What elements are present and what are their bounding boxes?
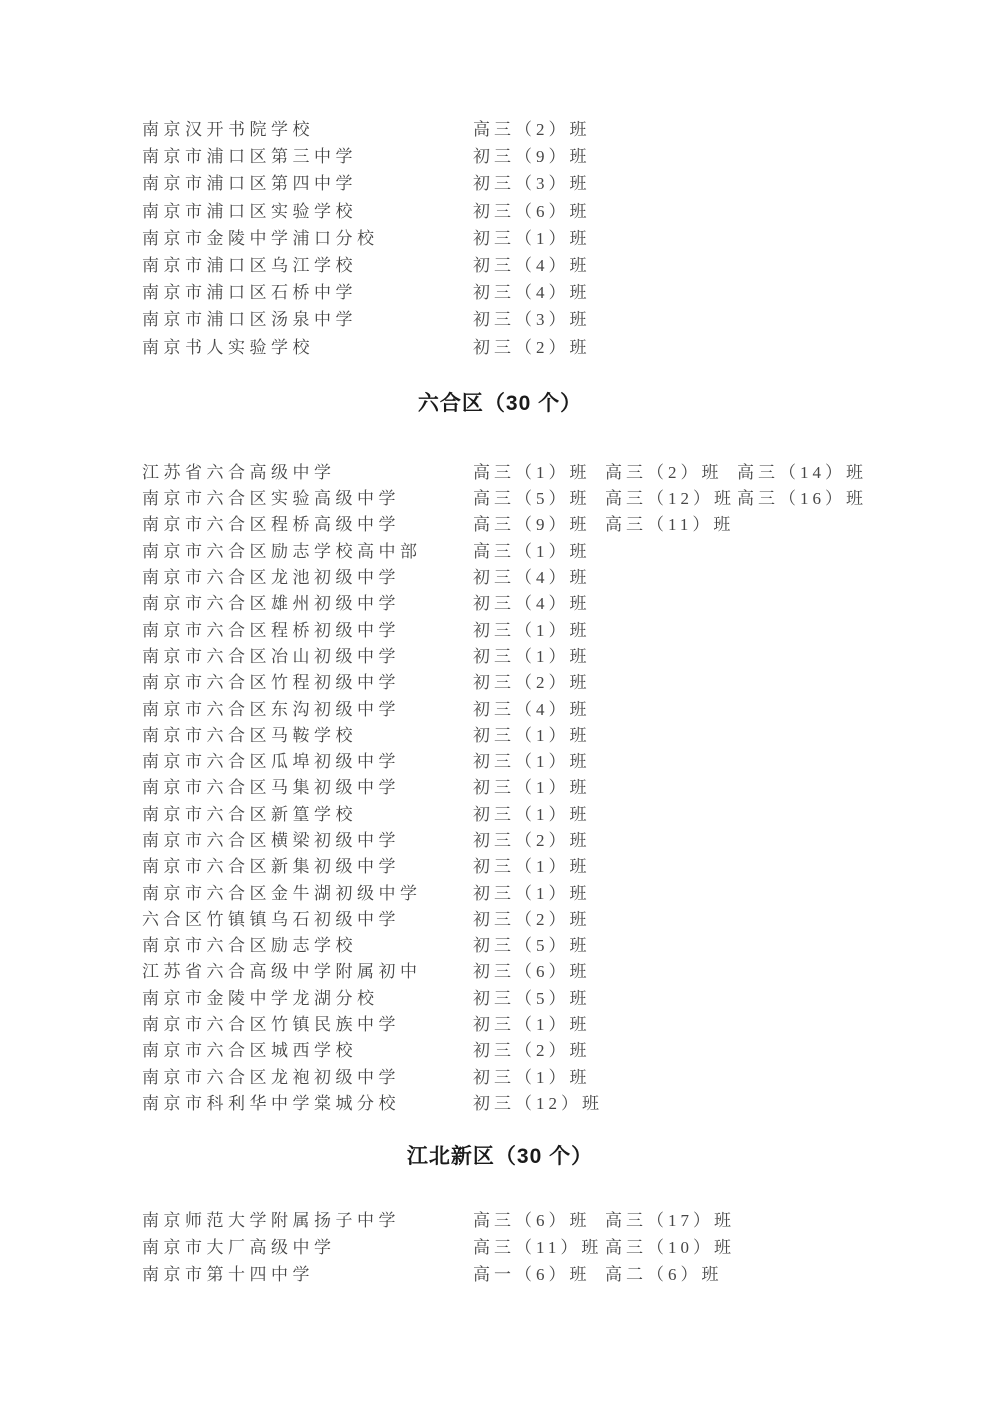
class-label: 初三（1）班	[473, 857, 591, 877]
school-name: 南京市六合区实验高级中学	[142, 489, 400, 509]
school-name: 六合区竹镇镇乌石初级中学	[142, 909, 400, 929]
section-heading: 六合区（30 个）	[417, 391, 583, 415]
table-row	[0, 486, 1000, 512]
table-row	[0, 334, 1000, 361]
class-label: 初三（1）班	[473, 646, 591, 666]
table-row	[0, 512, 1000, 538]
class-label: 初三（2）班	[473, 1041, 591, 1061]
table-row	[0, 170, 1000, 197]
table-row	[0, 460, 1000, 486]
section-heading: 江北新区（30 个）	[406, 1145, 594, 1169]
table-row	[0, 644, 1000, 670]
table-row	[0, 959, 1000, 985]
school-name: 南京市六合区城西学校	[142, 1041, 357, 1061]
school-name: 南京市六合区龙袍初级中学	[142, 1067, 400, 1087]
table-row	[0, 1091, 1000, 1117]
school-name: 南京市浦口区第三中学	[142, 147, 357, 167]
table-row	[0, 1234, 1000, 1261]
table-row	[0, 907, 1000, 933]
class-label: 初三（1）班	[473, 725, 591, 745]
school-name: 南京市浦口区实验学校	[142, 201, 357, 221]
class-label: 高二（6）班	[605, 1265, 723, 1285]
table-row	[0, 1065, 1000, 1091]
school-name: 南京市六合区程桥初级中学	[142, 620, 400, 640]
class-label: 初三（4）班	[473, 256, 591, 276]
class-label: 初三（2）班	[473, 673, 591, 693]
class-label: 初三（4）班	[473, 283, 591, 303]
school-name: 南京市浦口区汤泉中学	[142, 310, 357, 330]
school-name: 南京市六合区新集初级中学	[142, 857, 400, 877]
school-name: 南京市浦口区乌江学校	[142, 256, 357, 276]
school-name: 南京市六合区马鞍学校	[142, 725, 357, 745]
class-label: 初三（4）班	[473, 594, 591, 614]
class-label: 初三（5）班	[473, 936, 591, 956]
table-row	[0, 1012, 1000, 1038]
table-row	[0, 723, 1000, 749]
school-name: 南京市浦口区石桥中学	[142, 283, 357, 303]
class-label: 初三（4）班	[473, 699, 591, 719]
school-name: 南京市六合区东沟初级中学	[142, 699, 400, 719]
school-name: 南京市金陵中学浦口分校	[142, 228, 379, 248]
school-name: 南京市六合区马集初级中学	[142, 778, 400, 798]
school-name: 南京汉开书院学校	[142, 120, 314, 139]
school-name: 南京市六合区金牛湖初级中学	[142, 883, 422, 903]
table-row	[0, 565, 1000, 591]
school-name: 南京市六合区新篁学校	[142, 804, 357, 824]
section-rows	[0, 116, 1000, 361]
table-row	[0, 143, 1000, 170]
class-label: 初三（1）班	[473, 1067, 591, 1087]
table-row	[0, 775, 1000, 801]
school-name: 南京市六合区龙池初级中学	[142, 568, 400, 588]
class-label: 高三（11）班	[605, 515, 735, 535]
class-label: 初三（6）班	[473, 962, 591, 982]
table-row	[0, 618, 1000, 644]
school-name: 南京市六合区冶山初级中学	[142, 646, 400, 666]
school-name: 南京书人实验学校	[142, 337, 314, 357]
class-label: 初三（1）班	[473, 1015, 591, 1035]
class-label: 初三（1）班	[473, 883, 591, 903]
table-row	[0, 828, 1000, 854]
class-label: 高三（16）班	[737, 489, 867, 509]
class-label: 高三（2）班	[473, 120, 591, 139]
class-label: 初三（2）班	[473, 909, 591, 929]
class-label: 高三（17）班	[605, 1211, 735, 1231]
table-row	[0, 252, 1000, 279]
table-row	[0, 306, 1000, 333]
table-row	[0, 986, 1000, 1012]
table-row	[0, 591, 1000, 617]
class-label: 初三（1）班	[473, 778, 591, 798]
school-name: 南京市六合区雄州初级中学	[142, 594, 400, 614]
table-row	[0, 933, 1000, 959]
class-label: 高三（10）班	[605, 1238, 735, 1258]
school-name: 南京市浦口区第四中学	[142, 174, 357, 194]
class-label: 高三（6）班	[473, 1211, 591, 1231]
class-label: 高三（11）班	[473, 1238, 603, 1258]
table-row	[0, 881, 1000, 907]
school-name: 江苏省六合高级中学	[142, 462, 336, 482]
class-label: 初三（9）班	[473, 147, 591, 167]
class-label: 初三（2）班	[473, 830, 591, 850]
table-row	[0, 116, 1000, 143]
school-name: 南京市六合区瓜埠初级中学	[142, 752, 400, 772]
school-name: 南京市大厂高级中学	[142, 1238, 336, 1258]
table-row	[0, 279, 1000, 306]
class-label: 高三（14）班	[737, 462, 867, 482]
class-label: 初三（1）班	[473, 228, 591, 248]
school-name: 南京市六合区程桥高级中学	[142, 515, 400, 535]
class-label: 高三（9）班	[473, 515, 591, 535]
table-row	[0, 802, 1000, 828]
class-label: 高三（1）班	[473, 462, 591, 482]
school-name: 南京市六合区竹程初级中学	[142, 673, 400, 693]
school-name: 南京市金陵中学龙湖分校	[142, 988, 379, 1008]
class-label: 初三（2）班	[473, 337, 591, 357]
table-row	[0, 749, 1000, 775]
table-row	[0, 539, 1000, 565]
school-name: 南京市第十四中学	[142, 1265, 314, 1285]
table-row	[0, 225, 1000, 252]
class-label: 初三（1）班	[473, 804, 591, 824]
school-name: 南京市科利华中学棠城分校	[142, 1093, 400, 1113]
class-label: 初三（4）班	[473, 568, 591, 588]
section-rows	[0, 460, 1000, 1117]
school-name: 南京师范大学附属扬子中学	[142, 1211, 400, 1231]
table-row	[0, 198, 1000, 225]
school-name: 南京市六合区竹镇民族中学	[142, 1015, 400, 1035]
class-label: 初三（3）班	[473, 310, 591, 330]
class-label: 高三（12）班	[605, 489, 735, 509]
school-name: 江苏省六合高级中学附属初中	[142, 962, 422, 982]
class-label: 初三（5）班	[473, 988, 591, 1008]
class-label: 初三（3）班	[473, 174, 591, 194]
class-label: 初三（12）班	[473, 1093, 603, 1113]
school-name: 南京市六合区励志学校高中部	[142, 541, 422, 561]
class-label: 初三（6）班	[473, 201, 591, 221]
table-row	[0, 670, 1000, 696]
school-name: 南京市六合区励志学校	[142, 936, 357, 956]
class-label: 高三（2）班	[605, 462, 723, 482]
class-label: 初三（1）班	[473, 752, 591, 772]
class-label: 高一（6）班	[473, 1265, 591, 1285]
table-row	[0, 854, 1000, 880]
class-label: 高三（1）班	[473, 541, 591, 561]
school-name: 南京市六合区横梁初级中学	[142, 830, 400, 850]
section-rows	[0, 1207, 1000, 1288]
school-class-list	[0, 116, 1000, 1288]
table-row	[0, 1261, 1000, 1288]
table-row	[0, 1038, 1000, 1064]
table-row	[0, 1207, 1000, 1234]
class-label: 初三（1）班	[473, 620, 591, 640]
table-row	[0, 697, 1000, 723]
class-label: 高三（5）班	[473, 489, 591, 509]
